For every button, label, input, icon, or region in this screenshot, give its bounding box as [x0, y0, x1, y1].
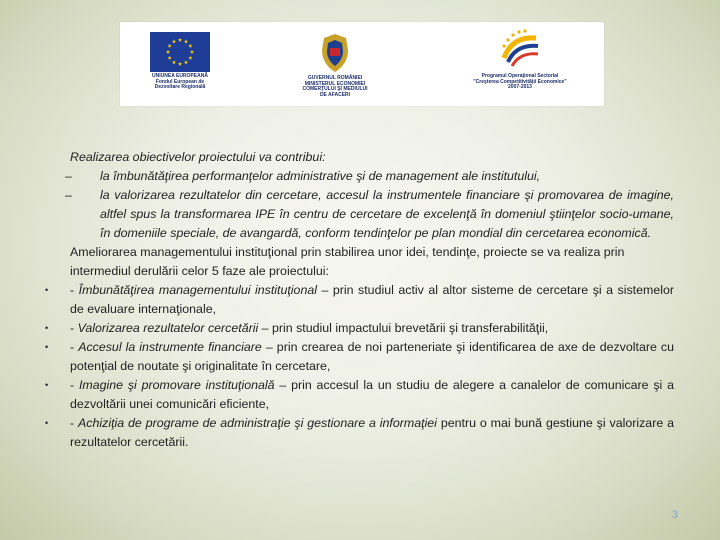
gov-caption-line: COMERŢULUI ŞI MEDIULUI: [302, 86, 368, 93]
government-logo-caption: [300, 76, 370, 98]
phase-title: Imagine şi promovare instituţională: [78, 378, 275, 392]
phase-list-item: [45, 281, 674, 319]
phase-prefix: -: [70, 321, 78, 335]
dash-marker: –: [65, 188, 72, 202]
phase-list-item: [45, 376, 674, 414]
slide-body: [45, 148, 674, 452]
phase-title: Achiziţia de programe de administraţie şi gestionare a informaţiei: [78, 416, 437, 430]
bullet-icon: •: [45, 380, 49, 390]
pos-caption-line: "Creşterea Competitivităţii Economice": [473, 78, 567, 85]
phase-description: – prin studiul impactului brevetării şi transferabilităţii,: [258, 321, 549, 335]
phase-description: – prin accesul la un studiu de alegere a canalelor de comunicare şi a dezvoltării unei comunicări eficiente,: [70, 378, 674, 411]
dash-marker: –: [65, 169, 72, 183]
phase-prefix: -: [70, 340, 79, 354]
gov-caption-line: DE AFACERI: [319, 91, 351, 98]
phase-list-item: [45, 338, 674, 376]
eu-caption-line: UNIUNEA EUROPEANĂ: [152, 73, 208, 79]
phase-prefix: -: [70, 378, 79, 392]
pos-cce-logo-icon: [498, 28, 542, 72]
eu-logo-caption: [144, 74, 216, 91]
dash-list-item: [65, 167, 674, 186]
phase-title: Accesul la instrumente financiare: [78, 340, 262, 354]
dash-item-text: la valorizarea rezultatelor din cercetare, accesul la instrumentele financiare şi promovarea de imagine, altfel spus la transformarea IPE în centru de cercetare de excelenţă în domeniul ştiinţelor socio-umane, în domeniile speciale, de avangardă, conform tendinţelor pe plan mondial din cercetarea economică.: [100, 188, 674, 240]
phase-description: – prin studiul activ al altor sisteme de cercetare şi a sistemelor de evaluare internaţionale,: [70, 283, 674, 316]
logo-banner: [120, 22, 604, 106]
pos-caption-line: 2007-2013: [508, 84, 532, 91]
phase-list-item: [45, 319, 674, 338]
phase-description: – prin crearea de noi parteneriate şi identificarea de axe de dezvoltare cu potenţial de noutate şi originalitate în cercetare,: [70, 340, 674, 373]
phase-title: Valorizarea rezultatelor cercetării: [77, 321, 259, 335]
page-number: 3: [671, 509, 678, 521]
intro-line: Realizarea obiectivelor proiectului va contribui:: [70, 150, 326, 164]
bullet-icon: •: [45, 418, 49, 428]
bullet-icon: •: [45, 342, 49, 352]
gov-caption-line: MINISTERUL ECONOMIEI: [304, 80, 366, 87]
eu-caption-line: Dezvoltare Regională: [154, 84, 206, 91]
phase-description: pentru o mai bună gestiune şi valorizare a rezultatelor cercetării.: [70, 416, 674, 449]
dash-list-item: [65, 186, 674, 243]
pos-logo-caption: [450, 74, 590, 91]
eu-logo: [144, 32, 216, 91]
gov-caption-line: GUVERNUL ROMÂNIEI: [307, 75, 363, 81]
phase-list-item: [45, 414, 674, 452]
eu-caption-line: Fondul European de: [155, 78, 205, 85]
bullet-icon: •: [45, 285, 49, 295]
pos-cce-logo: [450, 28, 590, 91]
phase-title: Îmbunătăţirea managementului instituţional: [78, 283, 317, 297]
dash-item-text: la îmbunătăţirea performanţelor administrative şi de management ale institutului,: [100, 169, 541, 183]
amelioration-paragraph: Ameliorarea managementului instituţional prin stabilirea unor idei, tendinţe, proiecte se va realiza prin intermediul derulării celor 5 faze ale proiectului:: [70, 245, 625, 278]
phase-prefix: -: [70, 283, 79, 297]
phase-prefix: -: [70, 416, 79, 430]
pos-caption-line: Programul Operaţional Sectorial: [481, 73, 559, 79]
romanian-coat-of-arms-icon: [318, 32, 352, 74]
eu-flag-icon: [150, 32, 210, 72]
bullet-icon: •: [45, 323, 49, 333]
government-logo: [300, 32, 370, 98]
